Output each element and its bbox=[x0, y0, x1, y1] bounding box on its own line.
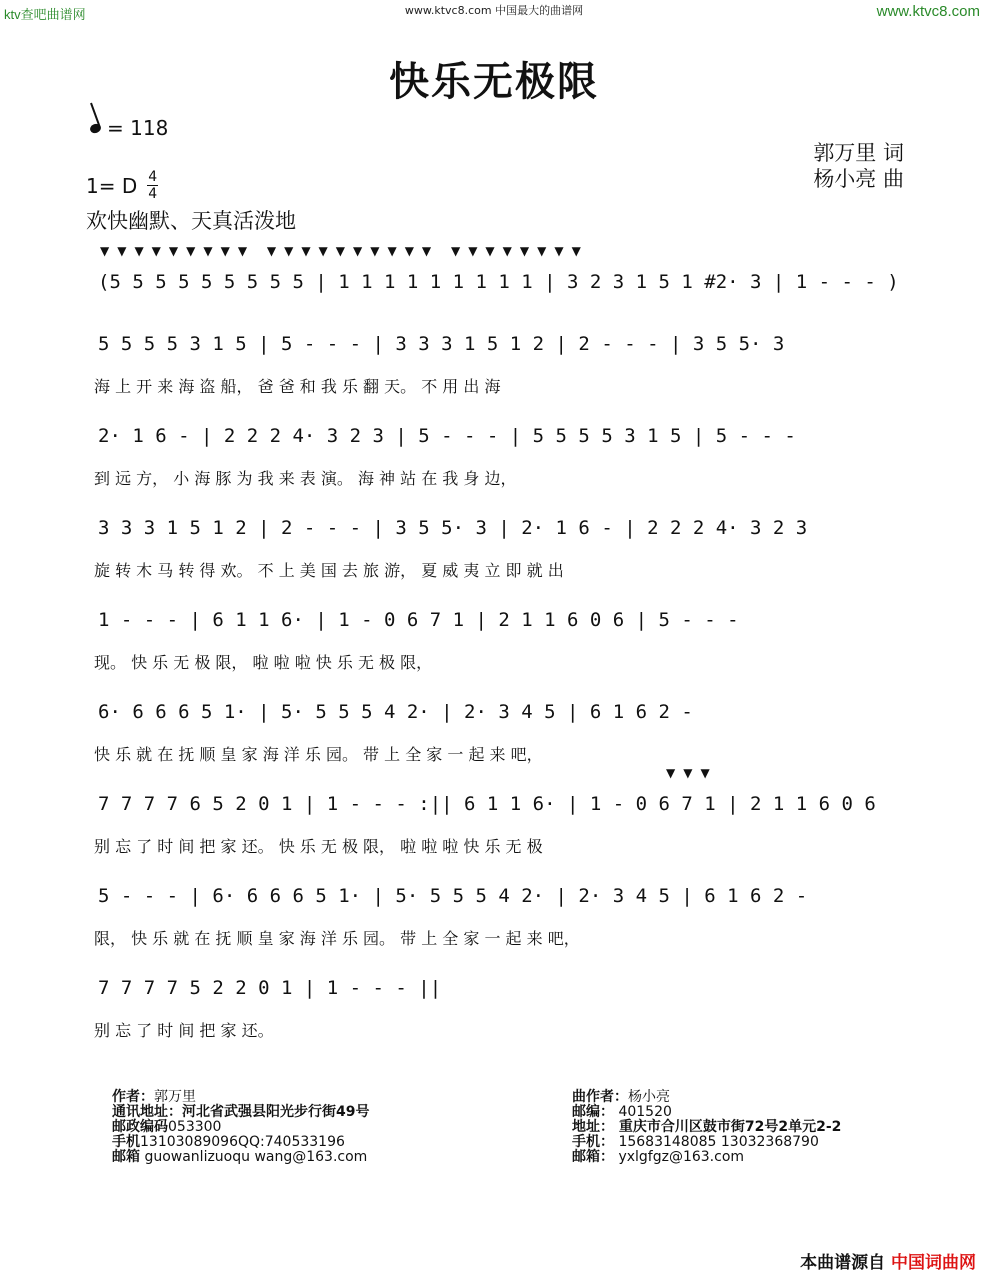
contact-row: 作者：郭万里 bbox=[112, 1089, 196, 1105]
score-system-5 bbox=[94, 588, 910, 680]
source-credit bbox=[800, 1248, 976, 1273]
lyrics-line: 别 忘 了 时 间 把 家 还。 bbox=[94, 1021, 274, 1040]
contact-row: 邮政编码053300 bbox=[112, 1119, 222, 1135]
site-url-right: www.ktvc8.com bbox=[876, 3, 980, 20]
notes: 5 5 5 5 3 1 5 | 5 - - - | 3 3 3 1 5 1 2 | 2 - - - | 3 5 5· 3 bbox=[98, 333, 785, 355]
lyrics-line: 别 忘 了 时 间 把 家 还。 快 乐 无 极 限， 啦 啦 啦 快 乐 无 极 bbox=[94, 837, 543, 856]
score-system-3 bbox=[94, 404, 910, 496]
notation-line bbox=[94, 422, 910, 456]
quarter-note-icon bbox=[89, 122, 102, 134]
score-system-6 bbox=[94, 680, 910, 772]
source-prefix: 本曲谱源自 bbox=[800, 1253, 886, 1273]
lyrics-line: 旋 转 木 马 转 得 欢。 不 上 美 国 去 旅 游， 夏 威 夷 立 即 就 出 bbox=[94, 561, 564, 580]
accent-marks: ▼▼▼ bbox=[666, 766, 718, 780]
key-signature bbox=[86, 170, 158, 201]
notation-line bbox=[94, 974, 910, 1008]
tempo-value: = 118 bbox=[107, 116, 169, 140]
notes: 7 7 7 7 5 2 2 0 1 | 1 - - - || bbox=[98, 977, 442, 999]
composer-contact bbox=[572, 1090, 841, 1165]
lyrics-line: 限， 快 乐 就 在 抚 顺 皇 家 海 洋 乐 园。 带 上 全 家 一 起 来 吧， bbox=[94, 929, 580, 948]
source-site-link[interactable]: 中国词曲网 bbox=[891, 1253, 976, 1273]
contact-row: 邮编： 401520 bbox=[572, 1104, 672, 1120]
contact-row: 曲作者：杨小亮 bbox=[572, 1089, 670, 1105]
score-system-4 bbox=[94, 496, 910, 588]
key-label: 1= D bbox=[86, 173, 138, 198]
notes: 3 3 3 1 5 1 2 | 2 - - - | 3 5 5· 3 | 2· 1 6 - | 2 2 2 4· 3 2 3 bbox=[98, 517, 808, 539]
notation-line bbox=[94, 698, 910, 732]
time-signature bbox=[147, 170, 158, 201]
time-signature-top: 4 bbox=[148, 169, 158, 185]
lyrics-line: 到 远 方， 小 海 豚 为 我 来 表 演。 海 神 站 在 我 身 边， bbox=[94, 469, 517, 488]
song-title: 快乐无极限 bbox=[389, 59, 599, 105]
credits bbox=[813, 140, 904, 192]
contact-row: 地址： 重庆市合川区鼓市街72号2单元2-2 bbox=[572, 1119, 842, 1135]
notation-line bbox=[94, 882, 910, 916]
site-logo-left: ktv查吧曲谱网 bbox=[4, 7, 86, 22]
composer-credit: 杨小亮 曲 bbox=[813, 167, 904, 191]
notation-line bbox=[94, 268, 910, 302]
notation-line bbox=[94, 790, 910, 824]
contact-row: 邮箱 guowanlizuoqu wang@163.com bbox=[112, 1149, 368, 1165]
lyricist-contact bbox=[112, 1090, 369, 1165]
contact-row: 手机13103089096QQ:740533196 bbox=[112, 1134, 345, 1150]
score-system-7 bbox=[94, 766, 910, 864]
contact-row: 通讯地址：河北省武强县阳光步行街49号 bbox=[112, 1104, 370, 1120]
notes: 5 - - - | 6· 6 6 6 5 1· | 5· 5 5 5 4 2· | 2· 3 4 5 | 6 1 6 2 - bbox=[98, 885, 808, 907]
site-banner: www.ktvc8.com 中国最大的曲谱网 bbox=[404, 4, 584, 17]
contact-row: 手机： 15683148085 13032368790 bbox=[572, 1134, 819, 1150]
lyrics-line: 海 上 开 来 海 盗 船， 爸 爸 和 我 乐 翻 天。 不 用 出 海 bbox=[94, 377, 501, 396]
notes: (5 5 5 5 5 5 5 5 5 | 1 1 1 1 1 1 1 1 1 | 3 2 3 1 5 1 #2· 3 | 1 - - - ) bbox=[98, 271, 899, 293]
score-system-8 bbox=[94, 864, 910, 956]
notes: 1 - - - | 6 1 1 6· | 1 - 0 6 7 1 | 2 1 1 6 0 6 | 5 - - - bbox=[98, 609, 739, 631]
lyricist-credit: 郭万里 词 bbox=[813, 141, 904, 165]
time-signature-bottom: 4 bbox=[148, 186, 158, 202]
notes: 2· 1 6 - | 2 2 2 4· 3 2 3 | 5 - - - | 5 5 5 5 3 1 5 | 5 - - - bbox=[98, 425, 796, 447]
notation-line bbox=[94, 330, 910, 364]
notes: 6· 6 6 6 5 1· | 5· 5 5 5 4 2· | 2· 3 4 5 | 6 1 6 2 - bbox=[98, 701, 693, 723]
contact-row: 邮箱： yxlgfgz@163.com bbox=[572, 1149, 745, 1165]
lyrics-line: 现。 快 乐 无 极 限， 啦 啦 啦 快 乐 无 极 限， bbox=[94, 653, 433, 672]
score-system-2 bbox=[94, 312, 910, 404]
tempo-marking bbox=[88, 116, 168, 140]
accent-marks: ▼▼▼▼▼▼▼▼▼ ▼▼▼▼▼▼▼▼▼▼ ▼▼▼▼▼▼▼▼ bbox=[100, 244, 589, 258]
notes: 7 7 7 7 6 5 2 0 1 | 1 - - - :|| 6 1 1 6· | 1 - 0 6 7 1 | 2 1 1 6 0 6 bbox=[98, 793, 876, 815]
score-system-9 bbox=[94, 956, 910, 1048]
lyrics-line: 快 乐 就 在 抚 顺 皇 家 海 洋 乐 园。 带 上 全 家 一 起 来 吧， bbox=[94, 745, 543, 764]
notation-line bbox=[94, 514, 910, 548]
performance-direction: 欢快幽默、天真活泼地 bbox=[86, 209, 296, 233]
notation-line bbox=[94, 606, 910, 640]
